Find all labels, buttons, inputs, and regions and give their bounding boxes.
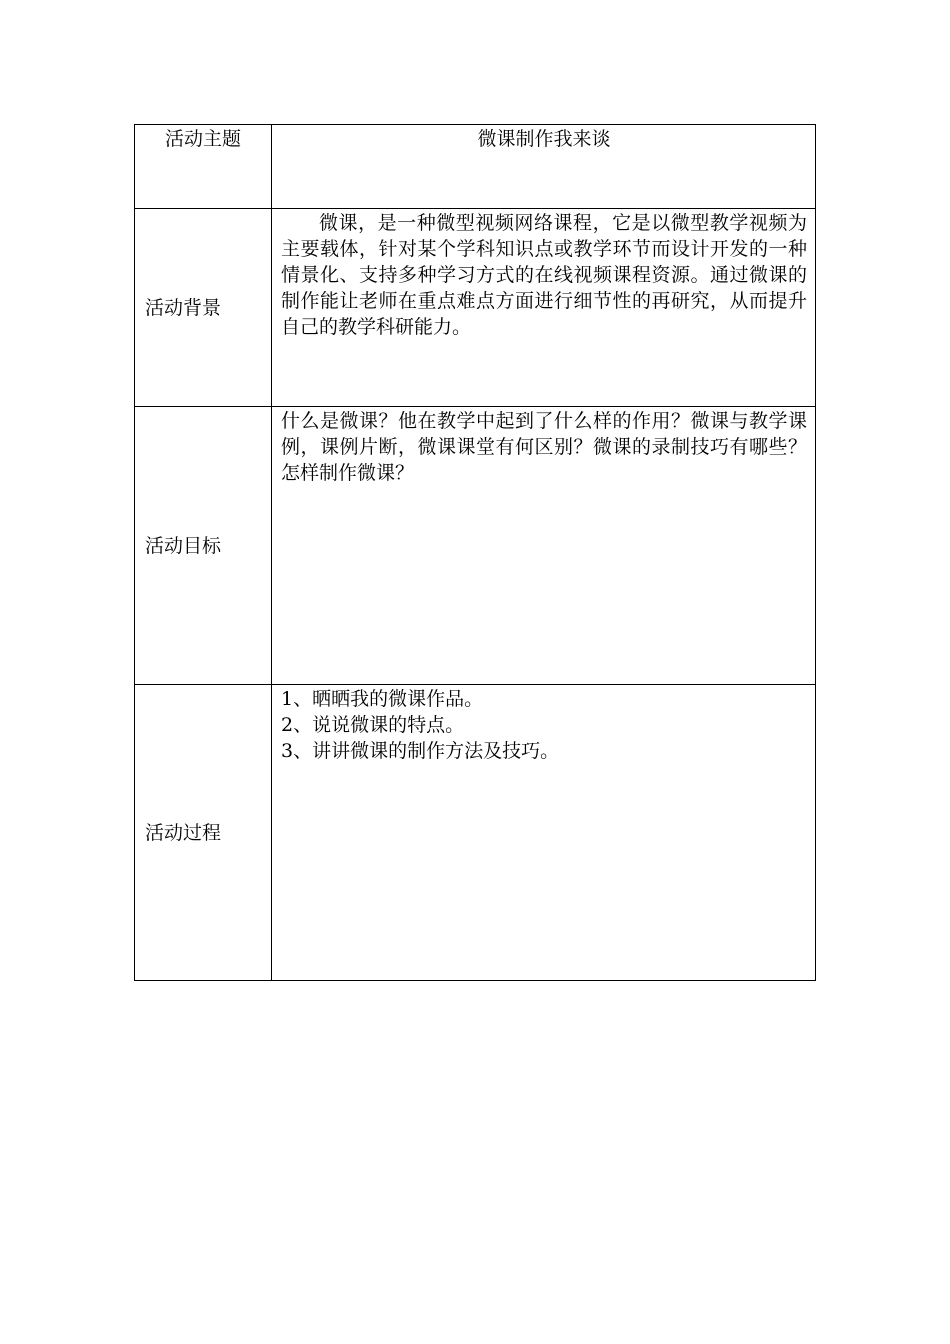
content-cell (272, 209, 816, 407)
list-item: 2、说说微课的特点。 (281, 714, 465, 736)
label-cell (135, 209, 272, 407)
theme-label: 活动主题 (164, 128, 241, 150)
label-cell (135, 685, 272, 981)
table-row-process (135, 685, 816, 981)
process-steps (281, 686, 807, 764)
table-row-theme (135, 125, 816, 209)
list-item: 3、讲讲微课的制作方法及技巧。 (281, 740, 560, 762)
content-cell (272, 125, 816, 209)
list-item: 1、晒晒我的微课作品。 (281, 688, 484, 710)
table-row-goal (135, 407, 816, 685)
goal-text: 什么是微课？他在教学中起到了什么样的作用？微课与教学课例，课例片断，微课课堂有何区别？微课的录制技巧有哪些？怎样制作微课？ (281, 410, 807, 484)
activity-plan-table (134, 124, 816, 981)
content-cell (272, 407, 816, 685)
label-cell (135, 407, 272, 685)
background-text: 微课，是一种微型视频网络课程，它是以微型教学视频为主要载体，针对某个学科知识点或教学环节而设计开发的一种情景化、支持多种学习方式的在线视频课程资源。通过微课的制作能让老师在重点难点方面进行细节性的再研究，从而提升自己的教学科研能力。 (281, 212, 807, 338)
process-label: 活动过程 (145, 821, 222, 844)
content-cell (272, 685, 816, 981)
theme-title: 微课制作我来谈 (477, 128, 611, 150)
table-row-background (135, 209, 816, 407)
goal-label: 活动目标 (145, 534, 222, 557)
label-cell (135, 125, 272, 209)
background-label: 活动背景 (145, 296, 222, 319)
